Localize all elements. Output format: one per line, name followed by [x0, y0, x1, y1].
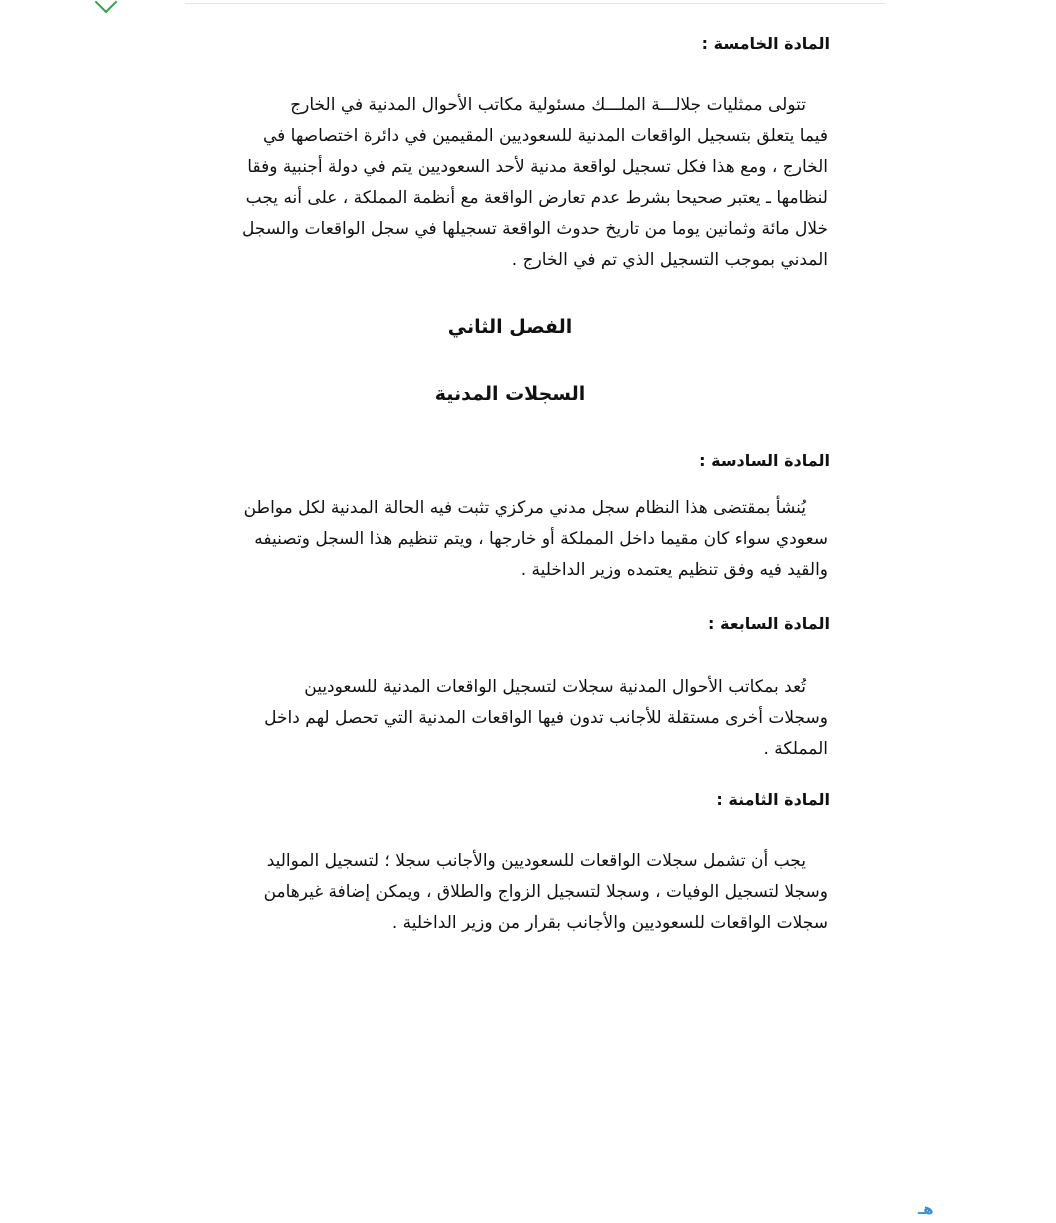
article-6-line-1: يُنشأ بمقتضى هذا النظام سجل مدني مركزي تثبت فيه الحالة المدنية لكل مواطن [243, 498, 806, 518]
article-7-text [192, 672, 828, 765]
article-5-line-4: لنظامها ـ يعتبر صحيحا بشرط عدم تعارض الواقعة مع أنظمة المملكة ، على أنه يجب [245, 188, 828, 208]
article-7-line-3: المملكة . [763, 739, 828, 759]
article-8-line-2: وسجلا لتسجيل الوفيات ، وسجلا لتسجيل الزواج والطلاق ، ويمكن إضافة غيرهامن [263, 882, 828, 902]
article-6-line-2: سعودي سواء كان مقيما داخل المملكة أو خارجها ، ويتم تنظيم هذا السجل وتصنيفه [254, 529, 828, 549]
corner-check-mark [95, 0, 118, 13]
article-6-heading: المادة السادسة : [699, 451, 830, 470]
article-8-line-3: سجلات الواقعات للسعوديين والأجانب بقرار من وزير الداخلية . [391, 913, 828, 933]
article-5-line-1: تتولى ممثليات جلالـــة الملـــك مسئولية مكاتب الأحوال المدنية في الخارج [290, 95, 806, 115]
top-border-line [185, 3, 885, 4]
article-5-line-6: المدني بموجب التسجيل الذي تم في الخارج . [511, 250, 828, 270]
chapter-title: السجلات المدنية [434, 383, 586, 405]
article-7-line-2: وسجلات أخرى مستقلة للأجانب تدون فيها الواقعات المدنية التي تحصل لهم داخل [264, 708, 828, 728]
article-7-line-1: تُعد بمكاتب الأحوال المدنية سجلات لتسجيل الواقعات المدنية للسعوديين [304, 677, 806, 697]
article-8-line-1: يجب أن تشمل سجلات الواقعات للسعوديين والأجانب سجلا ؛ لتسجيل المواليد [266, 851, 806, 871]
page-mark: هـ [918, 1200, 934, 1218]
article-7-heading: المادة السابعة : [708, 614, 830, 633]
article-8-text [192, 846, 828, 939]
article-5-line-2: فيما يتعلق بتسجيل الواقعات المدنية للسعوديين المقيمين في دائرة اختصاصها في [262, 126, 828, 146]
article-5-line-3: الخارج ، ومع هذا فكل تسجيل لواقعة مدنية لأحد السعوديين يتم في دولة أجنبية وفقا [247, 157, 828, 177]
article-8-heading: المادة الثامنة : [716, 790, 830, 809]
article-5-heading: المادة الخامسة : [701, 34, 830, 53]
chapter-number: الفصل الثاني [447, 316, 573, 338]
article-6-line-3: والقيد فيه وفق تنظيم يعتمده وزير الداخلية . [520, 560, 828, 580]
article-6-text [192, 493, 828, 586]
article-5-line-5: خلال مائة وثمانين يوما من تاريخ حدوث الواقعة تسجيلها في سجل الواقعات والسجل [242, 219, 828, 239]
article-5-text [192, 90, 828, 276]
